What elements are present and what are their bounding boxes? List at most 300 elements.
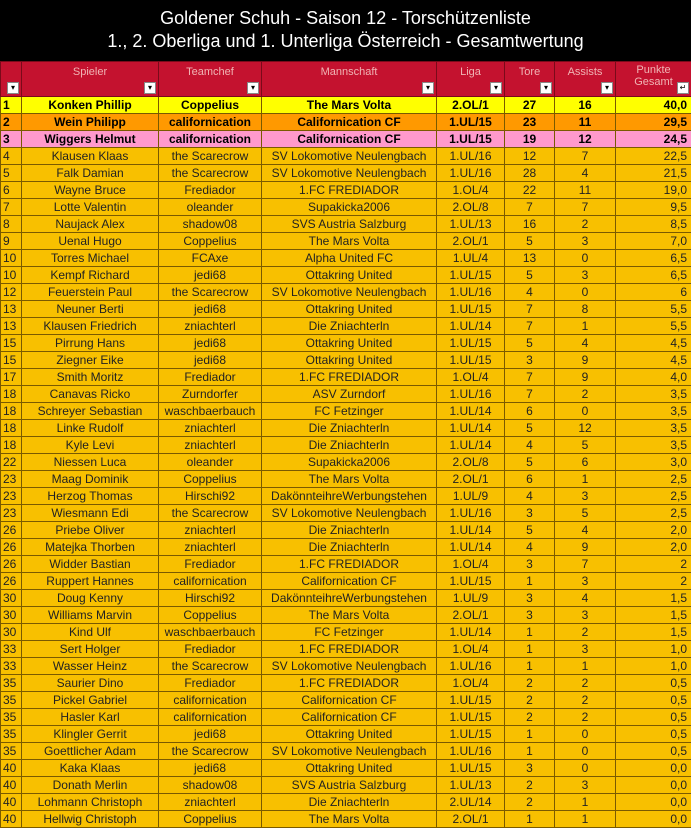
teamchef-cell: the Scarecrow (159, 165, 262, 182)
points-cell: 0,5 (616, 709, 691, 726)
table-row (1, 267, 691, 284)
teamchef-cell: californication (159, 692, 262, 709)
sheet-title (0, 0, 691, 61)
rank-cell: 35 (1, 726, 22, 743)
team-cell: Die Zniachterln (262, 437, 437, 454)
col-player-header-label: Spieler (22, 66, 158, 78)
assists-cell: 9 (555, 369, 616, 386)
team-cell: Californication CF (262, 114, 437, 131)
assists-cell: 1 (555, 318, 616, 335)
goals-cell: 4 (505, 488, 555, 505)
table-row (1, 607, 691, 624)
league-cell: 1.UL/15 (437, 573, 505, 590)
points-cell: 3,5 (616, 403, 691, 420)
table-row (1, 454, 691, 471)
player-cell: Schreyer Sebastian (22, 403, 159, 420)
points-cell: 1,5 (616, 590, 691, 607)
teamchef-cell: Hirschi92 (159, 488, 262, 505)
league-cell: 1.UL/14 (437, 420, 505, 437)
filter-dropdown-icon[interactable]: ▾ (7, 82, 19, 94)
team-cell: SV Lokomotive Neulengbach (262, 284, 437, 301)
rank-cell: 22 (1, 454, 22, 471)
rank-cell: 18 (1, 403, 22, 420)
player-cell: Klingler Gerrit (22, 726, 159, 743)
table-row (1, 692, 691, 709)
teamchef-cell: californication (159, 573, 262, 590)
assists-cell: 4 (555, 522, 616, 539)
goals-cell: 6 (505, 471, 555, 488)
teamchef-cell: shadow08 (159, 216, 262, 233)
goals-cell: 1 (505, 641, 555, 658)
team-cell: Ottakring United (262, 301, 437, 318)
filter-dropdown-icon[interactable]: ▾ (490, 82, 502, 94)
league-cell: 1.OL/4 (437, 182, 505, 199)
col-goals-header-label: Tore (505, 66, 554, 78)
rank-cell: 40 (1, 760, 22, 777)
teamchef-cell: Frediador (159, 369, 262, 386)
rank-cell: 1 (1, 97, 22, 114)
goals-cell: 19 (505, 131, 555, 148)
player-cell: Donath Merlin (22, 777, 159, 794)
table-row (1, 539, 691, 556)
league-cell: 1.UL/13 (437, 777, 505, 794)
points-cell: 0,0 (616, 777, 691, 794)
rank-cell: 26 (1, 522, 22, 539)
points-cell: 2,5 (616, 505, 691, 522)
player-cell: Niessen Luca (22, 454, 159, 471)
team-cell: The Mars Volta (262, 233, 437, 250)
assists-cell: 7 (555, 148, 616, 165)
assists-cell: 4 (555, 165, 616, 182)
assists-cell: 0 (555, 743, 616, 760)
team-cell: DakönnteihreWerbungstehen (262, 488, 437, 505)
assists-cell: 0 (555, 726, 616, 743)
teamchef-cell: zniachterl (159, 420, 262, 437)
goals-cell: 7 (505, 369, 555, 386)
filter-dropdown-icon[interactable]: ▾ (540, 82, 552, 94)
assists-cell: 1 (555, 471, 616, 488)
player-cell: Maag Dominik (22, 471, 159, 488)
goals-cell: 1 (505, 743, 555, 760)
league-cell: 1.UL/14 (437, 403, 505, 420)
team-cell: SV Lokomotive Neulengbach (262, 743, 437, 760)
goals-cell: 1 (505, 726, 555, 743)
league-cell: 1.UL/15 (437, 114, 505, 131)
assists-cell: 2 (555, 675, 616, 692)
team-cell: Supakicka2006 (262, 454, 437, 471)
league-cell: 1.UL/15 (437, 335, 505, 352)
table-row (1, 726, 691, 743)
rank-cell: 40 (1, 811, 22, 828)
table-row (1, 97, 691, 114)
assists-cell: 0 (555, 250, 616, 267)
points-cell: 8,5 (616, 216, 691, 233)
team-cell: Ottakring United (262, 352, 437, 369)
table-row (1, 641, 691, 658)
goals-cell: 1 (505, 573, 555, 590)
rank-cell: 33 (1, 641, 22, 658)
rank-cell: 30 (1, 590, 22, 607)
assists-cell: 7 (555, 199, 616, 216)
team-cell: Ottakring United (262, 267, 437, 284)
player-cell: Kaka Klaas (22, 760, 159, 777)
team-cell: SVS Austria Salzburg (262, 216, 437, 233)
rank-cell: 7 (1, 199, 22, 216)
table-row (1, 165, 691, 182)
col-points-header-label: Punkte Gesamt (616, 64, 691, 88)
goals-cell: 7 (505, 318, 555, 335)
assists-cell: 5 (555, 437, 616, 454)
league-cell: 1.UL/15 (437, 726, 505, 743)
goals-cell: 5 (505, 522, 555, 539)
assists-cell: 3 (555, 267, 616, 284)
league-cell: 1.UL/15 (437, 352, 505, 369)
player-cell: Feuerstein Paul (22, 284, 159, 301)
points-cell: 9,5 (616, 199, 691, 216)
points-cell: 4,5 (616, 352, 691, 369)
col-league-header (437, 62, 505, 97)
team-cell: The Mars Volta (262, 97, 437, 114)
goals-cell: 3 (505, 505, 555, 522)
assists-cell: 3 (555, 607, 616, 624)
table-row (1, 743, 691, 760)
rank-cell: 12 (1, 284, 22, 301)
title-line-1: Goldener Schuh - Saison 12 - Torschützenliste (0, 0, 691, 29)
assists-cell: 6 (555, 454, 616, 471)
rank-cell: 23 (1, 505, 22, 522)
player-cell: Neuner Berti (22, 301, 159, 318)
goals-cell: 5 (505, 233, 555, 250)
points-cell: 1,5 (616, 607, 691, 624)
team-cell: Alpha United FC (262, 250, 437, 267)
points-cell: 7,0 (616, 233, 691, 250)
rank-cell: 26 (1, 556, 22, 573)
teamchef-cell: the Scarecrow (159, 658, 262, 675)
points-cell: 2,5 (616, 471, 691, 488)
points-cell: 2,0 (616, 539, 691, 556)
assists-cell: 3 (555, 233, 616, 250)
points-cell: 0,5 (616, 692, 691, 709)
team-cell: 1.FC FREDIADOR (262, 675, 437, 692)
table-row (1, 505, 691, 522)
teamchef-cell: jedi68 (159, 335, 262, 352)
player-cell: Widder Bastian (22, 556, 159, 573)
filter-dropdown-icon[interactable]: ▾ (247, 82, 259, 94)
goals-cell: 4 (505, 437, 555, 454)
teamchef-cell: shadow08 (159, 777, 262, 794)
player-cell: Sert Holger (22, 641, 159, 658)
teamchef-cell: Frediador (159, 556, 262, 573)
league-cell: 1.UL/16 (437, 505, 505, 522)
table-row (1, 284, 691, 301)
teamchef-cell: oleander (159, 454, 262, 471)
assists-cell: 1 (555, 658, 616, 675)
goals-cell: 1 (505, 658, 555, 675)
goals-cell: 3 (505, 352, 555, 369)
rank-cell: 26 (1, 539, 22, 556)
assists-cell: 12 (555, 420, 616, 437)
assists-cell: 3 (555, 777, 616, 794)
points-cell: 4,0 (616, 369, 691, 386)
player-cell: Matejka Thorben (22, 539, 159, 556)
scorer-table (0, 61, 691, 828)
team-cell: 1.FC FREDIADOR (262, 182, 437, 199)
table-row (1, 352, 691, 369)
filter-dropdown-icon[interactable]: ▾ (601, 82, 613, 94)
league-cell: 2.OL/1 (437, 233, 505, 250)
table-row (1, 760, 691, 777)
rank-cell: 6 (1, 182, 22, 199)
table-row (1, 250, 691, 267)
points-cell: 0,5 (616, 675, 691, 692)
teamchef-cell: the Scarecrow (159, 743, 262, 760)
rank-cell: 40 (1, 794, 22, 811)
team-cell: Supakicka2006 (262, 199, 437, 216)
goals-cell: 5 (505, 454, 555, 471)
table-row (1, 590, 691, 607)
goals-cell: 5 (505, 335, 555, 352)
rank-cell: 15 (1, 335, 22, 352)
league-cell: 1.OL/4 (437, 641, 505, 658)
player-cell: Klausen Klaas (22, 148, 159, 165)
teamchef-cell: zniachterl (159, 794, 262, 811)
goals-cell: 13 (505, 250, 555, 267)
team-cell: SV Lokomotive Neulengbach (262, 165, 437, 182)
table-row (1, 386, 691, 403)
league-cell: 1.UL/16 (437, 165, 505, 182)
player-cell: Uenal Hugo (22, 233, 159, 250)
table-row (1, 437, 691, 454)
col-goals-header (505, 62, 555, 97)
rank-cell: 8 (1, 216, 22, 233)
player-cell: Wein Philipp (22, 114, 159, 131)
table-row (1, 216, 691, 233)
league-cell: 1.UL/14 (437, 318, 505, 335)
table-row (1, 488, 691, 505)
rank-cell: 2 (1, 114, 22, 131)
points-cell: 21,5 (616, 165, 691, 182)
team-cell: 1.FC FREDIADOR (262, 641, 437, 658)
points-cell: 3,5 (616, 437, 691, 454)
team-cell: Ottakring United (262, 760, 437, 777)
assists-cell: 7 (555, 556, 616, 573)
league-cell: 1.UL/15 (437, 760, 505, 777)
league-cell: 1.UL/15 (437, 131, 505, 148)
points-cell: 4,5 (616, 335, 691, 352)
assists-cell: 12 (555, 131, 616, 148)
filter-dropdown-icon[interactable]: ▾ (144, 82, 156, 94)
team-cell: DakönnteihreWerbungstehen (262, 590, 437, 607)
assists-cell: 8 (555, 301, 616, 318)
teamchef-cell: jedi68 (159, 726, 262, 743)
assists-cell: 3 (555, 573, 616, 590)
league-cell: 1.UL/9 (437, 590, 505, 607)
teamchef-cell: the Scarecrow (159, 505, 262, 522)
team-cell: Californication CF (262, 709, 437, 726)
assists-cell: 3 (555, 488, 616, 505)
team-cell: FC Fetzinger (262, 624, 437, 641)
rank-cell: 10 (1, 250, 22, 267)
table-row (1, 777, 691, 794)
table-row (1, 182, 691, 199)
teamchef-cell: jedi68 (159, 267, 262, 284)
table-row (1, 301, 691, 318)
league-cell: 2.OL/1 (437, 607, 505, 624)
team-cell: 1.FC FREDIADOR (262, 556, 437, 573)
teamchef-cell: Coppelius (159, 811, 262, 828)
league-cell: 1.UL/16 (437, 743, 505, 760)
team-cell: The Mars Volta (262, 811, 437, 828)
player-cell: Hasler Karl (22, 709, 159, 726)
goals-cell: 12 (505, 148, 555, 165)
player-cell: Torres Michael (22, 250, 159, 267)
teamchef-cell: zniachterl (159, 522, 262, 539)
team-cell: ASV Zurndorf (262, 386, 437, 403)
points-cell: 5,5 (616, 301, 691, 318)
points-cell: 2,5 (616, 488, 691, 505)
points-cell: 40,0 (616, 97, 691, 114)
teamchef-cell: Frediador (159, 641, 262, 658)
teamchef-cell: oleander (159, 199, 262, 216)
rank-cell: 13 (1, 301, 22, 318)
player-cell: Lohmann Christoph (22, 794, 159, 811)
team-cell: Ottakring United (262, 335, 437, 352)
league-cell: 1.UL/16 (437, 386, 505, 403)
goals-cell: 2 (505, 709, 555, 726)
points-cell: 0,0 (616, 811, 691, 828)
rank-cell: 9 (1, 233, 22, 250)
filter-dropdown-icon[interactable]: ▾ (422, 82, 434, 94)
table-row (1, 148, 691, 165)
league-cell: 1.UL/15 (437, 267, 505, 284)
rank-cell: 15 (1, 352, 22, 369)
team-cell: The Mars Volta (262, 471, 437, 488)
assists-cell: 0 (555, 760, 616, 777)
col-team-header-label: Mannschaft (262, 66, 436, 78)
points-cell: 2 (616, 556, 691, 573)
table-row (1, 573, 691, 590)
points-cell: 0,5 (616, 743, 691, 760)
teamchef-cell: Hirschi92 (159, 590, 262, 607)
league-cell: 1.UL/16 (437, 284, 505, 301)
table-row (1, 556, 691, 573)
rank-cell: 30 (1, 607, 22, 624)
goals-cell: 22 (505, 182, 555, 199)
league-cell: 2.OL/1 (437, 471, 505, 488)
league-cell: 1.OL/4 (437, 675, 505, 692)
assists-cell: 11 (555, 114, 616, 131)
sort-filter-dropdown-icon[interactable]: ↵ (677, 82, 689, 94)
teamchef-cell: Coppelius (159, 233, 262, 250)
team-cell: Ottakring United (262, 726, 437, 743)
player-cell: Priebe Oliver (22, 522, 159, 539)
team-cell: Californication CF (262, 131, 437, 148)
team-cell: Die Zniachterln (262, 522, 437, 539)
league-cell: 2.OL/1 (437, 97, 505, 114)
goals-cell: 2 (505, 794, 555, 811)
team-cell: SV Lokomotive Neulengbach (262, 658, 437, 675)
assists-cell: 0 (555, 284, 616, 301)
league-cell: 2.OL/8 (437, 199, 505, 216)
teamchef-cell: Coppelius (159, 607, 262, 624)
player-cell: Pickel Gabriel (22, 692, 159, 709)
teamchef-cell: jedi68 (159, 352, 262, 369)
league-cell: 1.UL/16 (437, 148, 505, 165)
points-cell: 1,0 (616, 658, 691, 675)
goals-cell: 6 (505, 403, 555, 420)
table-row (1, 658, 691, 675)
assists-cell: 2 (555, 709, 616, 726)
table-row (1, 675, 691, 692)
league-cell: 1.UL/4 (437, 250, 505, 267)
goals-cell: 1 (505, 624, 555, 641)
col-teamchef-header-label: Teamchef (159, 66, 261, 78)
points-cell: 0,0 (616, 794, 691, 811)
teamchef-cell: Coppelius (159, 97, 262, 114)
player-cell: Kempf Richard (22, 267, 159, 284)
assists-cell: 5 (555, 505, 616, 522)
teamchef-cell: jedi68 (159, 301, 262, 318)
player-cell: Lotte Valentin (22, 199, 159, 216)
team-cell: Die Zniachterln (262, 539, 437, 556)
league-cell: 1.UL/14 (437, 522, 505, 539)
rank-cell: 23 (1, 488, 22, 505)
assists-cell: 0 (555, 403, 616, 420)
teamchef-cell: zniachterl (159, 437, 262, 454)
teamchef-cell: Coppelius (159, 471, 262, 488)
rank-cell: 30 (1, 624, 22, 641)
teamchef-cell: the Scarecrow (159, 284, 262, 301)
points-cell: 22,5 (616, 148, 691, 165)
points-cell: 3,5 (616, 386, 691, 403)
points-cell: 29,5 (616, 114, 691, 131)
goals-cell: 4 (505, 539, 555, 556)
rank-cell: 40 (1, 777, 22, 794)
col-points-header (616, 62, 691, 97)
rank-cell: 3 (1, 131, 22, 148)
table-row (1, 131, 691, 148)
team-cell: FC Fetzinger (262, 403, 437, 420)
rank-cell: 26 (1, 573, 22, 590)
goals-cell: 2 (505, 777, 555, 794)
player-cell: Wasser Heinz (22, 658, 159, 675)
player-cell: Naujack Alex (22, 216, 159, 233)
league-cell: 1.OL/4 (437, 556, 505, 573)
player-cell: Kyle Levi (22, 437, 159, 454)
rank-cell: 17 (1, 369, 22, 386)
team-cell: Die Zniachterln (262, 318, 437, 335)
assists-cell: 9 (555, 539, 616, 556)
goals-cell: 4 (505, 284, 555, 301)
rank-cell: 35 (1, 692, 22, 709)
rank-cell: 4 (1, 148, 22, 165)
team-cell: Californication CF (262, 692, 437, 709)
rank-cell: 35 (1, 743, 22, 760)
goals-cell: 3 (505, 590, 555, 607)
table-row (1, 624, 691, 641)
player-cell: Canavas Ricko (22, 386, 159, 403)
goals-cell: 7 (505, 301, 555, 318)
assists-cell: 1 (555, 794, 616, 811)
rank-cell: 23 (1, 471, 22, 488)
table-row (1, 709, 691, 726)
assists-cell: 2 (555, 386, 616, 403)
goals-cell: 3 (505, 607, 555, 624)
player-cell: Herzog Thomas (22, 488, 159, 505)
points-cell: 1,0 (616, 641, 691, 658)
player-cell: Hellwig Christoph (22, 811, 159, 828)
rank-cell: 33 (1, 658, 22, 675)
